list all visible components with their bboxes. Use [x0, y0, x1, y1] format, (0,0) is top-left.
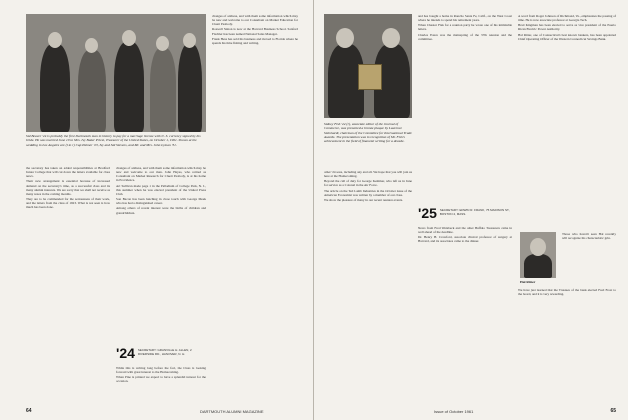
left-col-3: [212, 14, 298, 396]
paragraph: We have just learned that the Trustees of the bank elected Fred Frost to the board, and it is very rewarding.: [518, 288, 616, 297]
class-heading-24: [116, 346, 206, 360]
paragraph: Frank Hess has sold his business and moved to Florida where he spends his time fishing and writing.: [212, 36, 298, 45]
paragraph: When Pine is printed we expect to have a splendid turnout for the occasion.: [116, 375, 206, 384]
person-5: [178, 44, 202, 132]
left-col-1: [26, 166, 110, 394]
person-4: [150, 48, 176, 132]
paragraph: Son Bacon has been lunching in close touch with George Meek who has had a distinguished career.: [116, 197, 206, 206]
right-col-1: [324, 170, 412, 396]
face-5: [183, 33, 196, 48]
paragraph: changes of address, and with them some information which may be new and welcome to our men. John Hayes, who retired as Consultant on Market Research for Cluett Peabody, is at his home in Providence.: [116, 166, 206, 183]
page-number: 64: [26, 408, 32, 414]
paragraph: Those who haven't seen Hal recently will recognize his characteristic grin.: [562, 232, 616, 241]
magazine-footer: DARTMOUTH ALUMNI MAGAZINE: [200, 409, 264, 414]
paragraph: Among others of recent interest were the births of children and grandchildren.: [116, 206, 206, 215]
paragraph: Their new arrangement is essential because of increased demand on the secretary's time, as a successful class and its many alumni interests. We are sorry that we shall not receive as many notes in the coming months.: [26, 179, 110, 196]
paragraph: News from Fred Weisbeck and the other Buffalo Treasurers came in well ahead of the deadline.: [418, 226, 512, 235]
paragraph: Art Sullivan made page 1 in the Palladium of College Park, N. J., this summer when he was elected president of the United Press Club.: [116, 183, 206, 196]
page-number: 65: [610, 408, 616, 414]
person-3: [114, 42, 144, 132]
paragraph: other '24 sons, including any and all. We hope that you will join us here at the Homecoming.: [324, 170, 412, 179]
right-col-3b: [562, 232, 616, 284]
portrait-caption: Hal Ritter: [520, 280, 536, 284]
right-col-3c: [518, 288, 616, 396]
paragraph: Brad Kingman has been elected to serve as vice president of the Puerto Rican Electric Power Authority.: [518, 23, 616, 32]
paragraph: Dr. Henry H. Crawford, associate clinical professor of surgery at Harvard, and its associates came to the dinner.: [418, 235, 512, 244]
face-3: [122, 30, 136, 46]
face-4: [156, 36, 169, 51]
paragraph: While this is writing long before the fact, the Class is looking forward with great interest to the Homecoming.: [116, 366, 206, 375]
right-col-3: [518, 14, 616, 226]
paragraph: We show the pleasure of many in our recent reunion events.: [324, 198, 403, 203]
paragraph: Beyond the call of duty for George Kemmer, who left us in June for service as a Colonel in the Air Force.: [324, 179, 412, 188]
person-2: [78, 50, 106, 132]
class-24-notes: [116, 366, 206, 396]
plaque-caption: Sidney Fish '24 (r), associate editor of the Journal of Commerce, was presented a bronze plaque by Laurence Steinhardt, chairman of the Committee for International Trade Awards. The presentation was in recognition of Mr. Fish's achievement in the field of financial writing for a decade.: [324, 122, 412, 144]
plaque-photo: [324, 14, 412, 118]
right-page: [314, 0, 628, 420]
paragraph: and has bought a home in Rancho Santa Fe, Calif., on the West Coast where he intends to spend his retirement years.: [418, 14, 512, 23]
class-25-notes: [418, 226, 512, 396]
paragraph: Roswell Sinton is now at the Harvard Business School. Sanford Fischler has been named National Sales Manager.: [212, 27, 298, 36]
class-heading-25: [418, 206, 512, 220]
left-col-2: [116, 166, 206, 342]
person-1: [40, 44, 70, 132]
portrait-face: [530, 238, 546, 256]
class-year: '24: [116, 345, 135, 361]
plaque: [358, 64, 382, 90]
class-year: '25: [418, 205, 437, 221]
paragraph: the secretary has taken on added responsibilities at Bradford Junior College that will cut down the letters available for class news.: [26, 166, 110, 179]
wedding-caption: Sid Beaver '24 is probably the first Dartmouth man in history to pay for a marriage license with U. S. currency signed by his bride. He was married June 10 to Mrs. Ivy Baker Priest, Treasurer of the United States, on October 1, 1961. Shown at the wedding in Los Angeles are (l to r) Cap Palmer '23, Ivy and Sid Stevens, and Mr. and Mrs. John Lyman '31.: [26, 134, 201, 147]
portrait-photo: [520, 232, 556, 278]
issue-footer: Issue of October 1961: [434, 409, 474, 414]
class-secretary: SECRETARY: GRANVILLE H. ALLEN, 2 RIVERSIDE RD., HANOVER, N. H.: [137, 348, 192, 356]
paragraph: The article on the Ted Lamb Industries in the October issue of the American Economist was written by a member of our class.: [324, 188, 412, 197]
right-col-2: [418, 14, 512, 200]
paragraph: When Chester Fisk for a reunion party he wrote one of his inimitable letters.: [418, 23, 512, 32]
paragraph: Hal Ritter, one of Connecticut's best known bankers, has been appointed Chief Operating Officer of the Western Connecticut Savings Bank.: [518, 32, 616, 41]
face-left: [336, 28, 354, 48]
paragraph: A word from Roger Johnson of Richmond, Va., emphasizes the passing of time. He is now associate professor at Georgia Tech.: [518, 14, 616, 23]
face-right: [382, 28, 400, 48]
face-1: [48, 32, 62, 48]
paragraph: Charles Eaton was the mainspring of the 37th reunion and the committee.: [418, 32, 512, 41]
portrait-body: [524, 254, 552, 278]
face-2: [85, 38, 98, 53]
paragraph: changes of address, and with them some information which may be new and welcome to our Consultant on Market Education for Cluett Peabody.: [212, 14, 298, 27]
wedding-photo: [26, 14, 206, 132]
paragraph: They are to be commended for the seriousness of their work, and the letters from the class of 1923. What is not seen is how much has been done.: [26, 197, 110, 210]
class-secretary: SECRETARY: EDWIN R. FRANK, 75 MADISON ST., BOSTON 4, MASS.: [439, 208, 511, 216]
